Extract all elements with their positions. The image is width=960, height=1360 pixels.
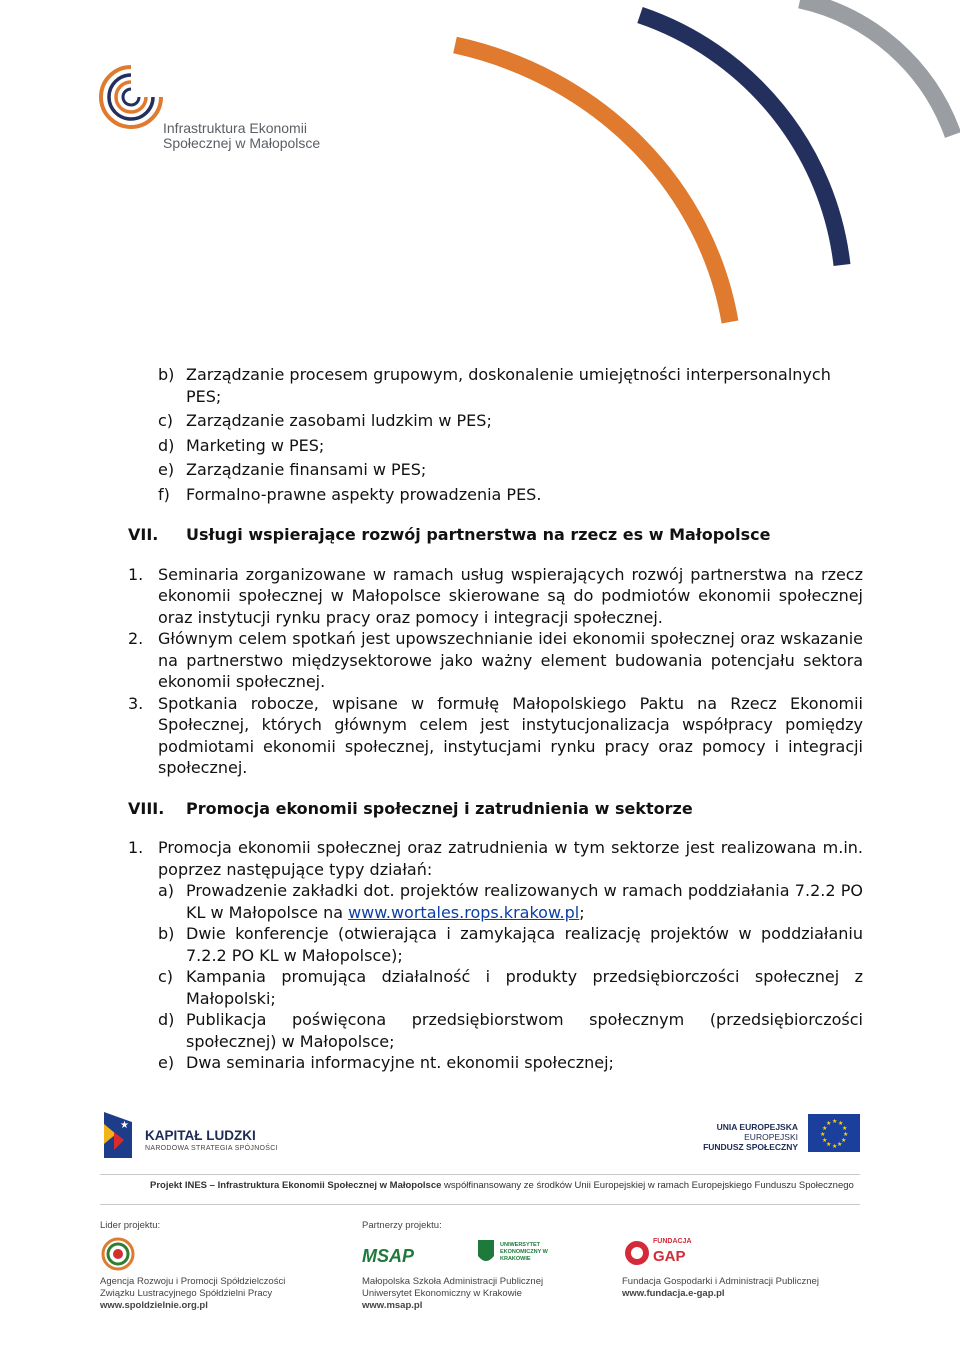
logo-line-1: Infrastruktura Ekonomii <box>163 120 307 136</box>
list-item: f) Formalno-prawne aspekty prowadzenia PES. <box>158 484 542 504</box>
logo-line-2: Społecznej w Małopolsce <box>163 135 321 151</box>
list-item: 3. Spotkania robocze, wpisane w formułę Małopolskiego Paktu na Rzecz Ekonomii Społecznej, których głównym celem jest instytucjonalizacja współpracy pomiędzy podmiotami ekonomii społecznej, instytucjami rynku pracy oraz pomocy i integracji społecznej. <box>128 693 863 777</box>
msap-info: Małopolska Szkoła Administracji Publicznej Uniwersytet Ekonomiczny w Krakowie www.msap.pl <box>362 1276 544 1311</box>
section-title: Usługi wspierające rozwój partnerstwa na rzecz es w Małopolsce <box>186 525 771 544</box>
svg-text:★: ★ <box>837 1141 843 1148</box>
list-item: 1. Seminaria zorganizowane w ramach usług wspierających rozwój partnerstwa na rzecz ekonomii społecznej w Małopolsce skierowane są do podmiotów ekonomii społecznej oraz instytucji rynku pracy oraz pomocy i integracji społecznej. <box>128 564 863 627</box>
msap-logo: MSAP <box>362 1246 415 1266</box>
document-body <box>128 364 863 1074</box>
wortales-link[interactable]: www.wortales.rops.krakow.pl <box>348 902 580 922</box>
gap-logo-icon <box>622 1238 652 1268</box>
section-title: Promocja ekonomii społecznej i zatrudnienia w sektorze <box>186 798 693 818</box>
svg-text:★: ★ <box>842 1125 848 1132</box>
svg-text:★: ★ <box>826 1141 832 1148</box>
gap-info: Fundacja Gospodarki i Administracji Publicznej www.fundacja.e-gap.pl <box>622 1276 819 1299</box>
svg-text:★: ★ <box>838 1120 844 1127</box>
list-item: c) Kampania promująca działalność i produkty przedsiębiorczości społecznej z Małopolski; <box>158 967 863 1008</box>
kapital-ludzki-logo-icon <box>100 1110 136 1160</box>
svg-text:★: ★ <box>832 1118 838 1125</box>
list-item: a) Prowadzenie zakładki dot. projektów realizowanych w ramach poddziałania 7.2.2 PO KL w Małopolsce na www.wortales.rops.krakow.pl; <box>158 881 863 922</box>
list-item: b) Zarządzanie procesem grupowym, doskonalenie umiejętności interpersonalnych PES; <box>158 365 831 406</box>
list-item: d) Publikacja poświęcona przedsiębiorstwom społecznym (przedsiębiorczości społecznej) w Małopolsce; <box>158 1010 863 1051</box>
section-7-list <box>128 564 863 779</box>
svg-text:★: ★ <box>832 1143 838 1150</box>
list-item: c) Zarządzanie zasobami ludzkim w PES; <box>158 411 492 430</box>
section-7-heading <box>128 524 863 546</box>
svg-text:★: ★ <box>820 1131 826 1138</box>
kl-subtitle: NARODOWA STRATEGIA SPÓJNOŚCI <box>145 1145 278 1152</box>
section-8-heading <box>128 798 863 820</box>
list-item: e) Dwa seminaria informacyjne nt. ekonomii społecznej; <box>158 1053 614 1072</box>
list-item: b) Dwie konferencje (otwierająca i zamykająca realizację projektów w poddziałaniu 7.2.2 PO KL w Małopolsce); <box>158 924 863 965</box>
list-top <box>128 364 863 505</box>
svg-text:★: ★ <box>826 1120 832 1127</box>
svg-text:★: ★ <box>120 1120 129 1131</box>
section-number: VIII. <box>128 798 165 818</box>
svg-text:★: ★ <box>843 1131 849 1138</box>
section-8-list <box>128 837 863 1074</box>
leader-info: Agencja Rozwoju i Promocji Spółdzielczości Związku Lustracyjnego Spółdzielni Pracy www.spoldzielnie.org.pl <box>100 1276 286 1311</box>
svg-text:★: ★ <box>822 1137 828 1144</box>
decorative-arcs-icon <box>0 0 960 360</box>
list-item: d) Marketing w PES; <box>158 435 325 455</box>
svg-text:★: ★ <box>822 1125 828 1132</box>
eu-flag-icon <box>808 1114 860 1152</box>
ue-krakow-logo: UNIWERSYTET EKONOMICZNY W KRAKOWIE <box>500 1242 548 1262</box>
partners-label: Partnerzy projektu: <box>362 1220 442 1231</box>
list-item: e) Zarządzanie finansami w PES; <box>158 460 427 479</box>
section-number: VII. <box>128 525 159 544</box>
leader-label: Lider projektu: <box>100 1220 161 1231</box>
project-line: Projekt INES – Infrastruktura Ekonomii Społecznej w Małopolsce współfinansowany ze środków Unii Europejskiej w ramach Europejskiego Funduszu Społecznego <box>150 1180 854 1191</box>
svg-text:★: ★ <box>841 1137 847 1144</box>
page-footer <box>0 1100 960 1360</box>
arips-logo-icon <box>100 1236 140 1272</box>
list-item: 2. Głównym celem spotkań jest upowszechnianie idei ekonomii społecznej oraz wskazanie na partnerstwo międzysektorowe jako ważny element budowania potencjału sektora ekonomii społecznej. <box>128 629 863 691</box>
eu-text: UNIA EUROPEJSKA EUROPEJSKI FUNDUSZ SPOŁECZNY <box>703 1122 798 1152</box>
gap-logo-top: FUNDACJA <box>653 1238 692 1245</box>
kl-title: KAPITAŁ LUDZKI <box>145 1128 256 1143</box>
sub-list <box>128 880 863 1074</box>
ue-krakow-crest-icon <box>476 1238 496 1266</box>
gap-logo: GAP <box>653 1248 686 1265</box>
list-item: 1. Promocja ekonomii społecznej oraz zatrudnienia w tym sektorze jest realizowana m.in. poprzez następujące typy działań: <box>128 838 863 879</box>
